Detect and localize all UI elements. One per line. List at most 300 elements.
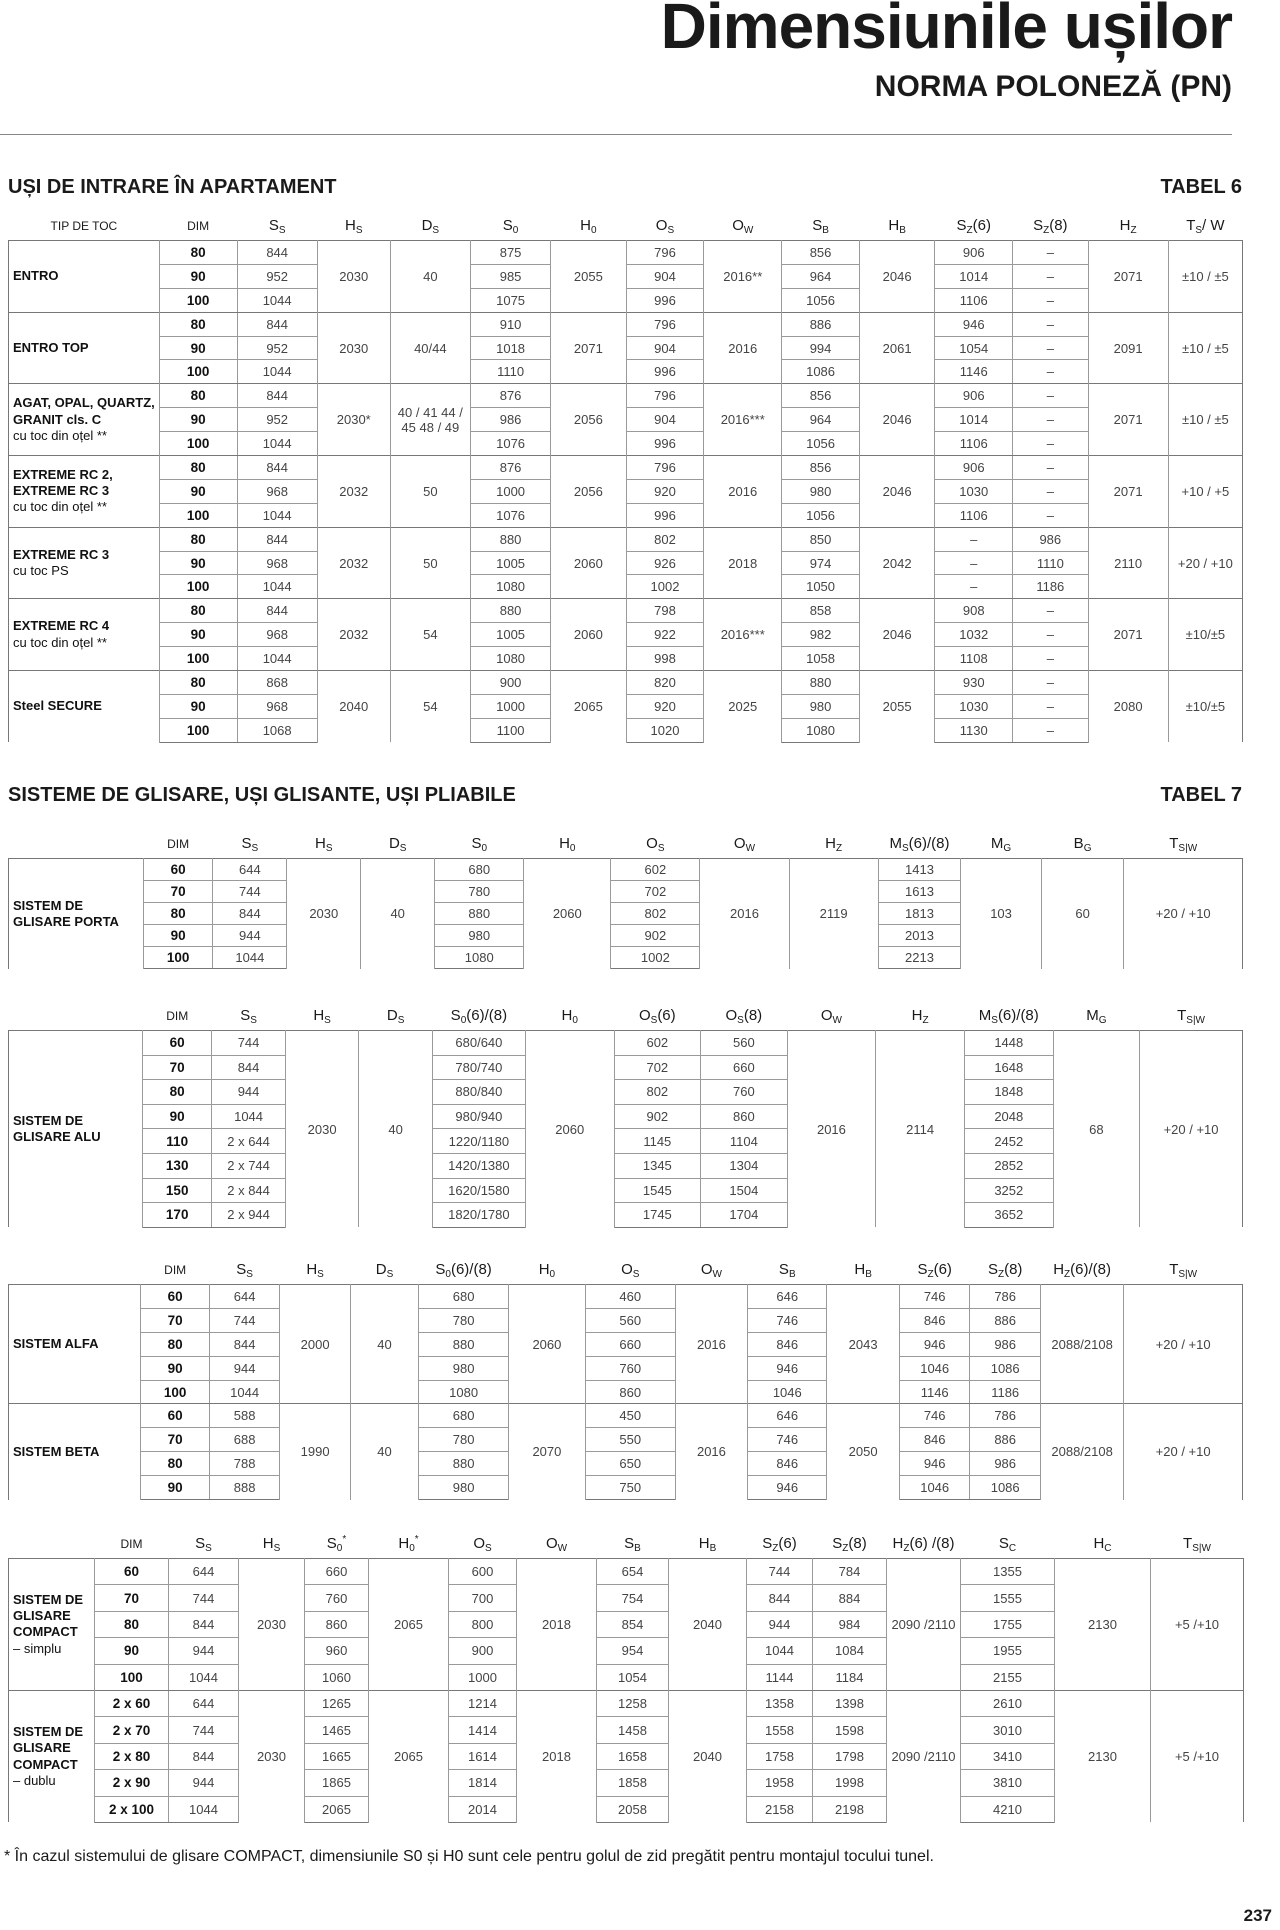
merged-value-cell: 2071 xyxy=(551,312,626,384)
header-row xyxy=(9,212,1243,241)
merged-value-cell: 50 xyxy=(390,527,470,599)
merged-value-cell: 54 xyxy=(390,671,470,743)
merged-value-cell: 2130 xyxy=(1055,1690,1151,1822)
merged-value-cell: 2030 xyxy=(239,1690,305,1822)
value-cell: 996 xyxy=(626,503,704,527)
merged-value-cell: 2090 /2110 xyxy=(887,1690,961,1822)
table-row xyxy=(9,527,1243,551)
dim-cell: 80 xyxy=(143,1080,212,1105)
value-cell: 880 xyxy=(419,1332,509,1356)
value-cell: 1054 xyxy=(935,336,1013,360)
table-row xyxy=(9,479,1243,503)
column-header: $S_S$ xyxy=(236,1260,253,1280)
value-cell: 1044 xyxy=(169,1664,239,1690)
type-name: ENTRO xyxy=(13,268,59,284)
value-cell: – xyxy=(1013,360,1088,384)
value-cell: 1413 xyxy=(878,859,961,881)
type-subtitle: cu toc din oțel ** xyxy=(13,634,107,650)
value-cell: 1014 xyxy=(935,264,1013,288)
footnote: * În cazul sistemului de glisare COMPACT, dimensiunile S0 și H0 sunt cele pentru golul de zid pregătit pentru montajul tocului tunel. xyxy=(4,1848,934,1865)
column-header: $H_B$ xyxy=(888,216,906,236)
value-cell: 1658 xyxy=(597,1743,669,1769)
value-cell: 900 xyxy=(470,671,550,695)
dim-cell: 70 xyxy=(141,1428,209,1452)
column-header: $O_W$ xyxy=(700,1260,722,1280)
value-cell: 2213 xyxy=(878,947,961,969)
value-cell: 996 xyxy=(626,432,704,456)
value-cell: 1620/1580 xyxy=(432,1178,525,1203)
value-cell: 1106 xyxy=(935,288,1013,312)
value-cell: 888 xyxy=(209,1476,280,1500)
column-header: $H_0$ xyxy=(538,1260,556,1280)
table-row xyxy=(9,503,1243,527)
table-row xyxy=(9,575,1243,599)
section-heading-tabel7 xyxy=(8,784,1242,807)
value-cell: 1146 xyxy=(935,360,1013,384)
header-row xyxy=(9,1002,1243,1031)
merged-value-cell: 40 xyxy=(390,241,470,313)
row-type-label xyxy=(9,1031,143,1228)
value-cell: 1420/1380 xyxy=(432,1153,525,1178)
merged-value-cell: +20 / +10 xyxy=(1140,1031,1243,1228)
value-cell: 750 xyxy=(585,1476,675,1500)
merged-value-cell: 2071 xyxy=(1088,241,1168,313)
merged-value-cell: ±10 / ±5 xyxy=(1168,384,1242,456)
column-header: $H_S$ xyxy=(306,1260,324,1280)
dim-cell: 90 xyxy=(143,925,213,947)
value-cell: 744 xyxy=(169,1585,239,1611)
value-cell: 680 xyxy=(419,1285,509,1309)
column-header xyxy=(9,1002,143,1031)
column-header: $S_0^*$ xyxy=(326,1534,347,1554)
merged-value-cell: 40 xyxy=(361,859,435,969)
value-cell: 1000 xyxy=(470,694,550,718)
merged-value-cell: 2060 xyxy=(551,527,626,599)
column-header xyxy=(9,1530,95,1559)
value-cell: – xyxy=(935,551,1013,575)
merged-value-cell: 2088/2108 xyxy=(1040,1285,1123,1404)
value-cell: 1014 xyxy=(935,408,1013,432)
value-cell: 796 xyxy=(626,384,704,408)
value-cell: 786 xyxy=(970,1285,1041,1309)
value-cell: 1110 xyxy=(470,360,550,384)
table-label: TABEL 6 xyxy=(1160,176,1242,198)
merged-value-cell: 2055 xyxy=(859,671,934,743)
value-cell: 1020 xyxy=(626,718,704,742)
dim-cell: 100 xyxy=(159,647,237,671)
table-row xyxy=(9,360,1243,384)
value-cell: 644 xyxy=(209,1285,280,1309)
value-cell: 1758 xyxy=(747,1743,813,1769)
table-row xyxy=(9,1285,1243,1309)
value-cell: 920 xyxy=(626,479,704,503)
value-cell: 906 xyxy=(935,456,1013,480)
value-cell: 968 xyxy=(237,623,317,647)
value-cell: 944 xyxy=(212,1080,286,1105)
column-header: $T_{S|W}$ xyxy=(1169,1260,1198,1280)
dim-cell: 80 xyxy=(159,599,237,623)
value-cell: 1054 xyxy=(597,1664,669,1690)
column-header: $D_S$ xyxy=(388,834,407,854)
column-header: $H_Z$ xyxy=(1119,216,1137,236)
row-type-label xyxy=(9,1559,95,1691)
value-cell: 1110 xyxy=(1013,551,1088,575)
row-type-label xyxy=(9,527,160,599)
merged-value-cell: 2016 xyxy=(787,1031,876,1228)
column-header: $T_{S|W}$ xyxy=(1183,1534,1211,1554)
dim-cell: 100 xyxy=(143,947,213,969)
dim-cell: 80 xyxy=(159,527,237,551)
value-cell: 844 xyxy=(237,241,317,265)
value-cell: 602 xyxy=(611,859,700,881)
table-6 xyxy=(8,212,1243,743)
value-cell: – xyxy=(1013,432,1088,456)
value-cell: 1030 xyxy=(935,479,1013,503)
value-cell: – xyxy=(935,527,1013,551)
value-cell: 1056 xyxy=(782,503,860,527)
merged-value-cell: 2050 xyxy=(827,1404,900,1500)
dim-cell: 90 xyxy=(159,408,237,432)
dim-cell: 90 xyxy=(141,1356,209,1380)
column-header: DIM xyxy=(120,1537,143,1551)
merged-value-cell: 40 xyxy=(350,1285,418,1404)
merged-value-cell: 2030* xyxy=(317,384,390,456)
value-cell: 1100 xyxy=(470,718,550,742)
value-cell: 1044 xyxy=(237,503,317,527)
value-cell: 796 xyxy=(626,241,704,265)
value-cell: 1080 xyxy=(435,947,524,969)
merged-value-cell: 2065 xyxy=(369,1559,449,1691)
value-cell: 926 xyxy=(626,551,704,575)
dim-cell: 100 xyxy=(141,1380,209,1404)
value-cell: 702 xyxy=(611,881,700,903)
column-header: $O_W$ xyxy=(820,1006,842,1026)
column-header: $O_S$ xyxy=(655,216,675,236)
value-cell: 744 xyxy=(212,1031,286,1056)
table-porta xyxy=(8,830,1243,969)
value-cell: 846 xyxy=(899,1308,970,1332)
column-header: $H_B$ xyxy=(854,1260,872,1280)
merged-value-cell: ±10/±5 xyxy=(1168,671,1242,743)
merged-value-cell: +5 /+10 xyxy=(1151,1559,1244,1691)
value-cell: 1184 xyxy=(813,1664,887,1690)
value-cell: 1145 xyxy=(614,1129,701,1154)
merged-value-cell: +20 / +10 xyxy=(1124,1285,1243,1404)
value-cell: 986 xyxy=(470,408,550,432)
value-cell: 744 xyxy=(213,881,287,903)
column-header: $S_Z(6)$ xyxy=(762,1534,797,1554)
value-cell: 984 xyxy=(813,1611,887,1637)
value-cell: 944 xyxy=(213,925,287,947)
merged-value-cell: ±10 / ±5 xyxy=(1168,312,1242,384)
dim-cell: 100 xyxy=(95,1664,169,1690)
value-cell: 1414 xyxy=(449,1717,517,1743)
merged-value-cell: 2016 xyxy=(704,312,782,384)
value-cell: 2 x 744 xyxy=(212,1153,286,1178)
value-cell: 1005 xyxy=(470,623,550,647)
dim-cell: 70 xyxy=(143,1055,212,1080)
column-header: DIM xyxy=(164,1263,187,1277)
merged-value-cell: 2071 xyxy=(1088,456,1168,528)
merged-value-cell: 2030 xyxy=(287,859,361,969)
dim-cell: 60 xyxy=(143,1031,212,1056)
value-cell: 1076 xyxy=(470,503,550,527)
column-header: $S_B$ xyxy=(778,1260,796,1280)
value-cell: – xyxy=(935,575,1013,599)
dim-cell: 100 xyxy=(159,360,237,384)
value-cell: 644 xyxy=(213,859,287,881)
value-cell: 1030 xyxy=(935,694,1013,718)
value-cell: 744 xyxy=(747,1559,813,1585)
value-cell: 850 xyxy=(782,527,860,551)
value-cell: 1106 xyxy=(935,503,1013,527)
merged-value-cell: 2016*** xyxy=(704,599,782,671)
value-cell: 998 xyxy=(626,647,704,671)
column-header: $H_S$ xyxy=(262,1534,281,1554)
value-cell: 1060 xyxy=(305,1664,369,1690)
merged-value-cell: 2091 xyxy=(1088,312,1168,384)
value-cell: 986 xyxy=(1013,527,1088,551)
value-cell: 688 xyxy=(209,1428,280,1452)
dim-cell: 80 xyxy=(159,456,237,480)
value-cell: 1458 xyxy=(597,1717,669,1743)
value-cell: 780 xyxy=(435,881,524,903)
value-cell: 954 xyxy=(597,1638,669,1664)
merged-value-cell: +20 / +10 xyxy=(1124,859,1243,969)
merged-value-cell: 2046 xyxy=(859,456,934,528)
value-cell: 1813 xyxy=(878,903,961,925)
dim-cell: 90 xyxy=(143,1104,212,1129)
value-cell: 1130 xyxy=(935,718,1013,742)
table-row xyxy=(9,551,1243,575)
table-row xyxy=(9,694,1243,718)
table-row xyxy=(9,671,1243,695)
value-cell: 1465 xyxy=(305,1717,369,1743)
value-cell: 1080 xyxy=(470,575,550,599)
value-cell: 952 xyxy=(237,408,317,432)
value-cell: 1044 xyxy=(169,1796,239,1822)
value-cell: 1998 xyxy=(813,1770,887,1796)
value-cell: 968 xyxy=(237,479,317,503)
table-row xyxy=(9,859,1243,881)
value-cell: 860 xyxy=(585,1380,675,1404)
column-header: DIM xyxy=(167,837,190,851)
column-header: DIM xyxy=(187,219,210,233)
value-cell: 788 xyxy=(209,1452,280,1476)
type-subtitle: cu toc din oțel ** xyxy=(13,427,107,443)
merged-value-cell: 2040 xyxy=(669,1559,747,1691)
merged-value-cell: 2060 xyxy=(524,859,611,969)
column-header: $H_S$ xyxy=(315,834,333,854)
value-cell: 1044 xyxy=(237,432,317,456)
row-type-label xyxy=(9,599,160,671)
value-cell: 1865 xyxy=(305,1770,369,1796)
merged-value-cell: 2056 xyxy=(551,384,626,456)
value-cell: 1613 xyxy=(878,881,961,903)
value-cell: 1345 xyxy=(614,1153,701,1178)
value-cell: 952 xyxy=(237,336,317,360)
dim-cell: 2 x 90 xyxy=(95,1770,169,1796)
dim-cell: 80 xyxy=(95,1611,169,1637)
value-cell: 2155 xyxy=(961,1664,1055,1690)
value-cell: 1044 xyxy=(209,1380,280,1404)
value-cell: 746 xyxy=(748,1308,827,1332)
value-cell: 2065 xyxy=(305,1796,369,1822)
merged-value-cell: 54 xyxy=(390,599,470,671)
value-cell: 968 xyxy=(237,551,317,575)
value-cell: – xyxy=(1013,264,1088,288)
value-cell: 944 xyxy=(209,1356,280,1380)
value-cell: 946 xyxy=(899,1332,970,1356)
column-header: $B_G$ xyxy=(1073,834,1092,854)
value-cell: 1598 xyxy=(813,1717,887,1743)
dim-cell: 80 xyxy=(141,1452,209,1476)
value-cell: 1555 xyxy=(961,1585,1055,1611)
value-cell: 2058 xyxy=(597,1796,669,1822)
type-name: SISTEM DE GLISARE ALU xyxy=(13,1112,101,1145)
value-cell: 844 xyxy=(237,312,317,336)
value-cell: 644 xyxy=(169,1690,239,1716)
column-header: $S_Z(8)$ xyxy=(832,1534,867,1554)
dim-cell: 90 xyxy=(159,551,237,575)
value-cell: – xyxy=(1013,623,1088,647)
value-cell: 994 xyxy=(782,336,860,360)
type-name: SISTEM DE GLISARE COMPACT xyxy=(13,1591,84,1640)
column-header: $S_S$ xyxy=(240,1006,257,1026)
section-title: UȘI DE INTRARE ÎN APARTAMENT xyxy=(8,176,337,198)
value-cell: 588 xyxy=(209,1404,280,1428)
column-header: $O_W$ xyxy=(733,834,756,854)
value-cell: 1958 xyxy=(747,1770,813,1796)
value-cell: 1186 xyxy=(970,1380,1041,1404)
type-subtitle: cu toc din oțel ** xyxy=(13,499,107,515)
row-type-label xyxy=(9,241,160,313)
merged-value-cell: 60 xyxy=(1041,859,1124,969)
type-subtitle: cu toc PS xyxy=(13,563,69,579)
value-cell: 960 xyxy=(305,1638,369,1664)
dim-cell: 60 xyxy=(141,1285,209,1309)
value-cell: 1068 xyxy=(237,718,317,742)
column-header: $S_S$ xyxy=(195,1534,212,1554)
dim-cell: 2 x 100 xyxy=(95,1796,169,1822)
dim-cell: 2 x 60 xyxy=(95,1690,169,1716)
merged-value-cell: 2114 xyxy=(876,1031,965,1228)
table-row xyxy=(9,312,1243,336)
value-cell: 1005 xyxy=(470,551,550,575)
merged-value-cell: 2030 xyxy=(285,1031,359,1228)
value-cell: 844 xyxy=(237,384,317,408)
value-cell: 1044 xyxy=(237,575,317,599)
dim-cell: 2 x 80 xyxy=(95,1743,169,1769)
value-cell: 2852 xyxy=(964,1153,1053,1178)
value-cell: 1955 xyxy=(961,1638,1055,1664)
merged-value-cell: 2043 xyxy=(827,1285,900,1404)
column-header: TIP DE TOC xyxy=(50,219,118,233)
value-cell: 560 xyxy=(585,1308,675,1332)
value-cell: 1358 xyxy=(747,1690,813,1716)
value-cell: 746 xyxy=(899,1285,970,1309)
value-cell: 3410 xyxy=(961,1743,1055,1769)
dim-cell: 60 xyxy=(143,859,213,881)
value-cell: 780 xyxy=(419,1428,509,1452)
dim-cell: 100 xyxy=(159,288,237,312)
merged-value-cell: 2032 xyxy=(317,456,390,528)
value-cell: 982 xyxy=(782,623,860,647)
value-cell: 1080 xyxy=(782,718,860,742)
merged-value-cell: 2040 xyxy=(669,1690,747,1822)
value-cell: 650 xyxy=(585,1452,675,1476)
value-cell: 880 xyxy=(419,1452,509,1476)
value-cell: 802 xyxy=(614,1080,701,1105)
dim-cell: 100 xyxy=(159,575,237,599)
value-cell: 880 xyxy=(782,671,860,695)
value-cell: 1144 xyxy=(747,1664,813,1690)
value-cell: 930 xyxy=(935,671,1013,695)
dim-cell: 80 xyxy=(143,903,213,925)
merged-value-cell: 2018 xyxy=(517,1559,597,1691)
type-name: SISTEM ALFA xyxy=(13,1336,99,1352)
table-row xyxy=(9,456,1243,480)
merged-value-cell: 2016*** xyxy=(704,384,782,456)
value-cell: 3252 xyxy=(964,1178,1053,1203)
page-number: 237 xyxy=(1243,1906,1272,1925)
dim-cell: 90 xyxy=(159,694,237,718)
row-type-label xyxy=(9,312,160,384)
value-cell: 1106 xyxy=(935,432,1013,456)
column-header: $O_S$ xyxy=(473,1534,492,1554)
value-cell: 946 xyxy=(748,1476,827,1500)
value-cell: 1504 xyxy=(701,1178,788,1203)
value-cell: 1104 xyxy=(701,1129,788,1154)
table-row xyxy=(9,432,1243,456)
column-header: $H_Z(6)/(8)$ xyxy=(1053,1260,1111,1280)
column-header: $S_Z(8)$ xyxy=(987,1260,1023,1280)
table-row xyxy=(9,241,1243,265)
value-cell: 904 xyxy=(626,336,704,360)
merged-value-cell: 103 xyxy=(961,859,1041,969)
column-header: $O_S(6)$ xyxy=(638,1006,676,1026)
type-name: SISTEM DE GLISARE PORTA xyxy=(13,897,119,929)
dim-cell: 110 xyxy=(143,1129,212,1154)
value-cell: 844 xyxy=(212,1055,286,1080)
merged-value-cell: 2016 xyxy=(704,456,782,528)
column-header: $S_Z(8)$ xyxy=(1033,216,1068,236)
dim-cell: 100 xyxy=(159,503,237,527)
value-cell: – xyxy=(1013,599,1088,623)
value-cell: 460 xyxy=(585,1285,675,1309)
value-cell: 802 xyxy=(626,527,704,551)
value-cell: 886 xyxy=(970,1428,1041,1452)
value-cell: 560 xyxy=(701,1031,788,1056)
merged-value-cell: 2071 xyxy=(1088,599,1168,671)
value-cell: 906 xyxy=(935,384,1013,408)
value-cell: 660 xyxy=(585,1332,675,1356)
value-cell: 1044 xyxy=(747,1638,813,1664)
table-row xyxy=(9,1404,1243,1428)
merged-value-cell: 2046 xyxy=(859,599,934,671)
column-header: $H_B$ xyxy=(698,1534,717,1554)
value-cell: 760 xyxy=(305,1585,369,1611)
value-cell: 680/640 xyxy=(432,1031,525,1056)
value-cell: 1820/1780 xyxy=(432,1203,525,1228)
merged-value-cell: ±10/±5 xyxy=(1168,599,1242,671)
value-cell: 1745 xyxy=(614,1203,701,1228)
value-cell: 880 xyxy=(470,599,550,623)
value-cell: 1086 xyxy=(970,1476,1041,1500)
value-cell: – xyxy=(1013,288,1088,312)
type-name: SISTEM BETA xyxy=(13,1443,100,1459)
value-cell: 1084 xyxy=(813,1638,887,1664)
